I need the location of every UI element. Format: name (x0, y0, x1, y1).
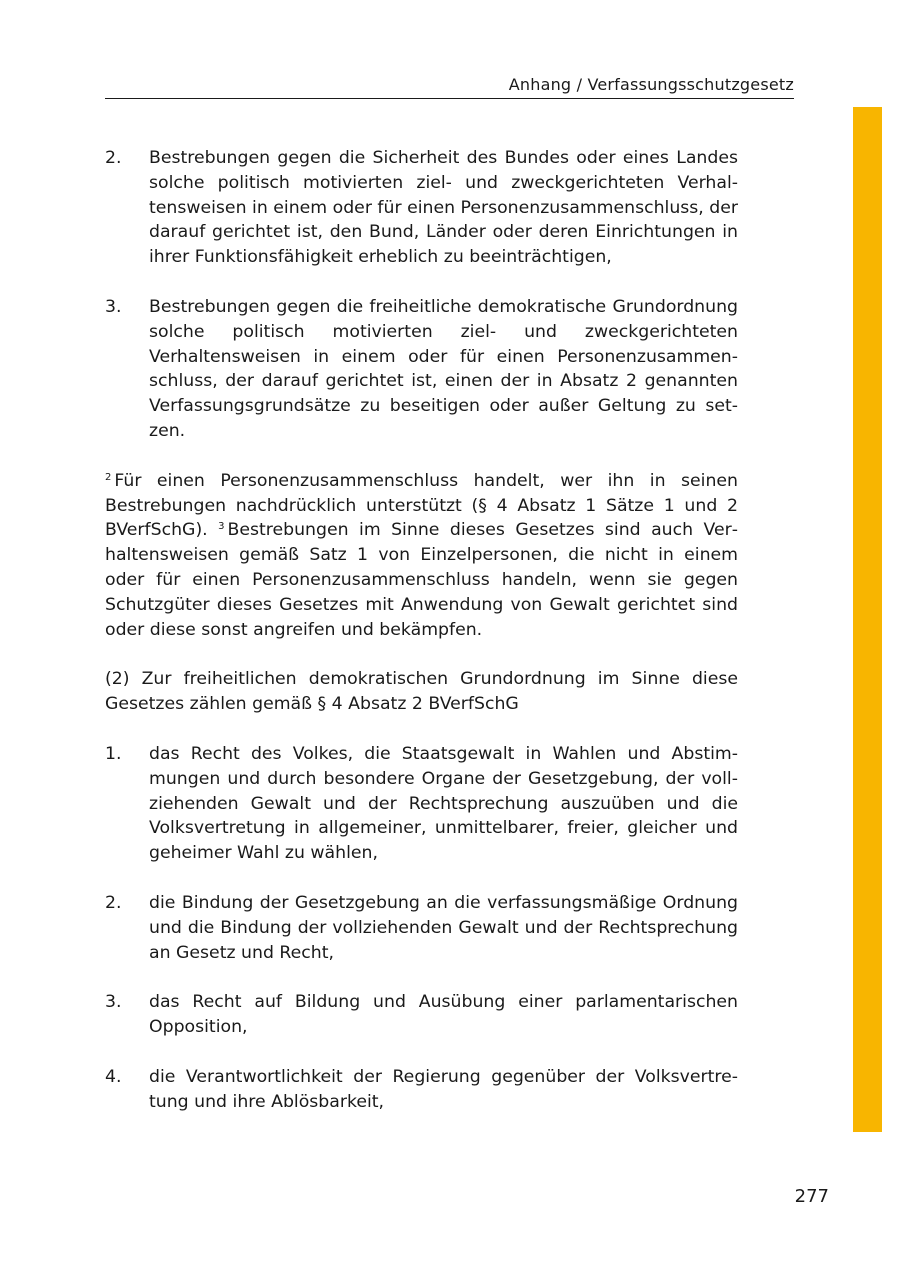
header-rule (105, 98, 794, 99)
list-item-text: das Recht des Volkes, die Staatsgewalt in Wahlen und Abstimmungen und durch besondere Organe der Gesetzgebung, der vollziehenden Gewalt und der Rechtsprechung auszuüben und die Volksvertretung in allgemeiner, unmittelbarer, freier, gleicher und geheimer Wahl zu wählen, (149, 743, 738, 864)
list-item (105, 146, 738, 270)
list-item-number: 3. (105, 992, 122, 1013)
list-item-text: die Bindung der Gesetzgebung an die verfassungsmäßige Ordnung und die Bindung der vollziehenden Gewalt und der Rechtsprechung an Gesetz und Recht, (149, 892, 738, 963)
sentence-text: Für einen Personenzusammenschluss handelt, wer ihn in seinen Bestrebungen nachdrücklich unterstützt (§ 4 Absatz 1 Sätze 1 und 2 BVerfSchG). (105, 470, 738, 541)
list-item-text: das Recht auf Bildung und Ausübung einer parlamentarischen Opposition, (149, 992, 738, 1038)
list-item-number: 2. (105, 892, 122, 913)
chapter-color-bar (853, 107, 882, 1132)
running-header: Anhang / Verfassungsschutzgesetz (508, 75, 794, 94)
list-item (105, 990, 738, 1040)
list-item-number: 2. (105, 148, 122, 168)
list-item-text: Bestrebungen gegen die freiheitliche demokratische Grundordnung solche politisch motivierten ziel- und zweckgerichteten Verhaltensweisen in einem oder für einen Personenzusammenschluss, der darauf gerichtet ist, einen der in Absatz 2 genannten Verfassungsgrundsätze zu beseitigen oder außer Geltung zu setzen. (149, 296, 738, 441)
list-item (105, 295, 738, 444)
page-body (105, 146, 738, 1140)
list-item (105, 742, 738, 866)
list-item (105, 1065, 738, 1115)
list-item-number: 4. (105, 1066, 122, 1087)
list-item-number: 3. (105, 296, 122, 317)
sentence-text: Bestrebungen im Sinne dieses Gesetzes sind auch Verhaltensweisen gemäß Satz 1 von Einzelpersonen, die nicht in einem oder für einen Personenzusammenschluss handeln, wenn sie gegen Schutzgüter dieses Gesetzes mit Anwendung von Gewalt gerichtet sind oder diese sonst angreifen und bekämpfen. (105, 520, 738, 640)
list-item-number: 1. (105, 743, 122, 764)
list-item-text: Bestrebungen gegen die Sicherheit des Bundes oder eines Landes solche politisch motivierten ziel- und zweckgerichteten Verhaltensweisen in einem oder für einen Personenzusammenschluss, der darauf gerichtet ist, den Bund, Länder oder deren Einrichtungen in ihrer Funktionsfähigkeit erheblich zu beeinträchtigen, (149, 148, 738, 268)
list-item-text: die Verantwortlichkeit der Regierung gegenüber der Volksvertretung und ihre Ablösbarkeit, (149, 1066, 738, 1112)
paragraph-sentences (105, 469, 738, 643)
page-number: 277 (794, 1186, 829, 1207)
sentence-number: 3 (218, 521, 225, 533)
list-item (105, 891, 738, 965)
paragraph-absatz-2: (2) Zur freiheitlichen demokratischen Grundordnung im Sinne diese Gesetzes zählen gemäß § 4 Absatz 2 BVerfSchG (105, 669, 738, 715)
sentence-number: 2 (105, 471, 112, 483)
